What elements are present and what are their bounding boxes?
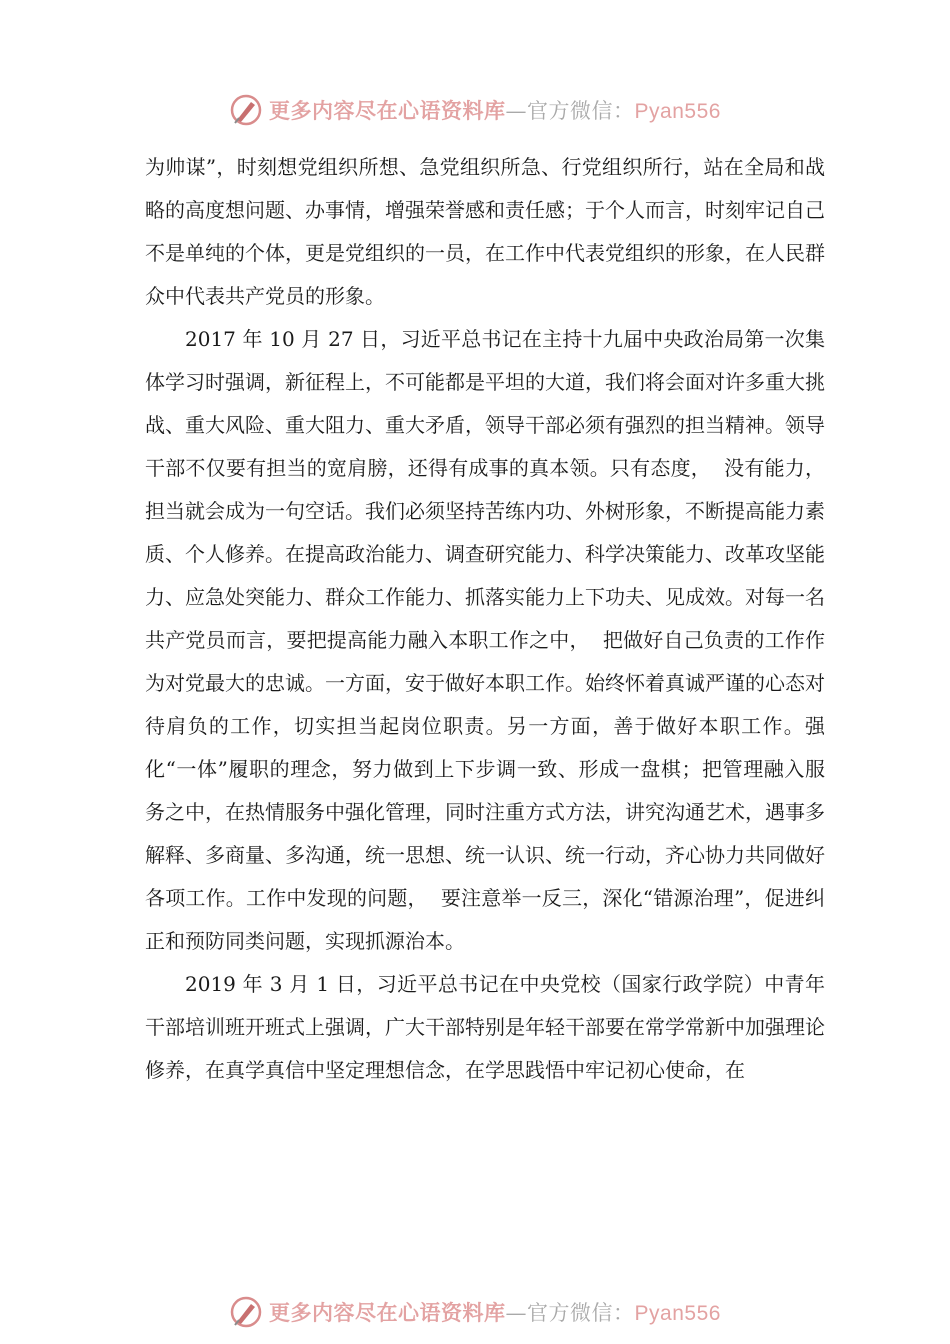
quill-pen-logo-icon [229, 1295, 263, 1329]
watermark-main: 更多内容尽在心语资料库 [269, 1300, 506, 1325]
quill-pen-logo-icon [229, 93, 263, 127]
watermark-official: 官方微信： [527, 1301, 635, 1325]
paragraph-2: 2017 年 10 月 27 日，习近平总书记在主持十九届中央政治局第一次集体学习时强调，新征程上，不可能都是平坦的大道，我们将会面对许多重大挑战、重大风险、重大阻力、重大矛盾，领导干部必须有强烈的担当精神。领导干部不仅要有担当的宽肩膀，还得有成事的真本领。只有态度， 没有能力，担当就会成为一句空话。我们必须坚持苦练内功、外树形象，不断提高能力素质、个人修养。在提高政治能力、调查研究能力、科学决策能力、改革攻坚能力、应急处突能力、群众工作能力、抓落实能力上下功夫、见成效。对每一名共产党员而言，要把提高能力融入本职工作之中， 把做好自己负责的工作作为对党最大的忠诚。一方面，安于做好本职工作。始终怀着真诚严谨的心态对待肩负的工作，切实担当起岗位职责。另一方面，善于做好本职工作。强化“一体”履职的理念，努力做到上下步调一致、形成一盘棋；把管理融入服务之中，在热情服务中强化管理，同时注重方式方法，讲究沟通艺术，遇事多解释、多商量、多沟通，统一思想、统一认识、统一行动，齐心协力共同做好各项工作。工作中发现的问题， 要注意举一反三，深化“错源治理”，促进纠正和预防同类问题，实现抓源治本。 [145, 327, 825, 953]
document-body [145, 146, 825, 1092]
watermark-dash: — [505, 99, 528, 123]
paragraph-3: 2019 年 3 月 1 日，习近平总书记在中央党校（国家行政学院）中青年干部培训班开班式上强调，广大干部特别是年轻干部要在常学常新中加强理论修养，在真学真信中坚定理想信念，在学思践悟中牢记初心使命，在 [145, 972, 825, 1082]
watermark-main: 更多内容尽在心语资料库 [269, 98, 506, 123]
watermark-id: Pyan556 [634, 100, 721, 123]
watermark-text [269, 95, 721, 125]
watermark-group [229, 93, 721, 127]
watermark-official: 官方微信： [527, 99, 635, 123]
watermark-dash: — [505, 1301, 528, 1325]
watermark-text [269, 1297, 721, 1327]
paragraph-1: 为帅谋”，时刻想党组织所想、急党组织所急、行党组织所行，站在全局和战略的高度想问题、办事情，增强荣誉感和责任感；于个人而言，时刻牢记自己不是单纯的个体，更是党组织的一员，在工作中代表党组织的形象，在人民群众中代表共产党员的形象。 [145, 155, 825, 308]
watermark-id: Pyan556 [634, 1302, 721, 1325]
header-watermark [0, 88, 950, 132]
footer-watermark [0, 1290, 950, 1334]
watermark-group [229, 1295, 721, 1329]
